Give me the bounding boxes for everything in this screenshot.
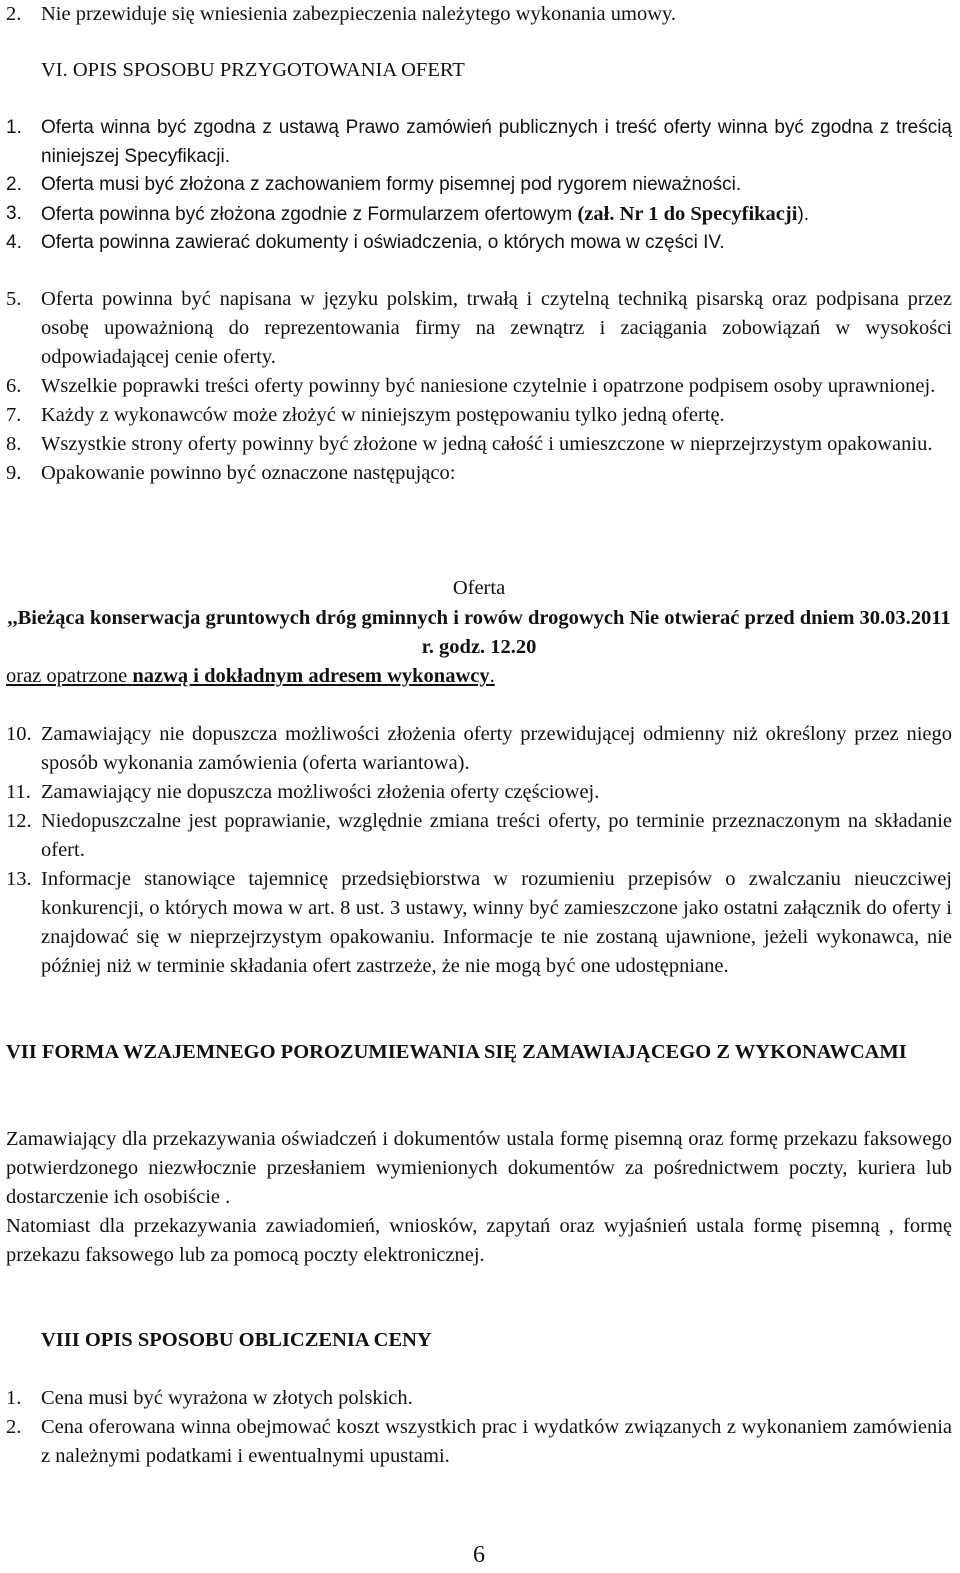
page-number [6,1541,952,1570]
label-title: ,,Bieżąca konserwacja gruntowych dróg gminnych i rowów drogowych Nie otwierać przed dniem 30.03.2011 r. godz. 12.20 [7,607,951,658]
list-number: 5. [6,288,22,310]
section-viii-list [6,1384,952,1471]
label-oferta: Oferta [452,577,506,599]
list-number: 8. [6,433,22,455]
section-title: VII FORMA WZAJEMNEGO POROZUMIEWANIA SIĘ ZAMAWIAJĄCEGO Z WYKONAWCAMI [6,1041,907,1063]
list-item [6,0,952,29]
list-item [6,114,952,171]
list-text: Niedopuszczalne jest poprawianie, względnie zmiana treści oferty, po terminie przeznaczonym na składanie ofert. [41,810,952,861]
list-number: 13. [6,868,32,890]
list-item [6,430,952,459]
list-number: 9. [6,462,22,484]
list-text: Informacje stanowiące tajemnicę przedsiębiorstwa w rozumieniu przepisów o zwalczaniu nieuczciwej konkurencji, o których mowa w art. 8 ust. 3 ustawy, winny być zamieszczone jako ostatni załącznik do oferty i znajdować się w nieprzejrzystym opakowaniu. Informacje te nie zostaną ujawnione, jeżeli wykonawca, nie później niż w terminie składania ofert zastrzeże, że nie mogą być one udostępniane. [41,868,952,977]
package-label [6,574,952,603]
list-item [6,372,952,401]
list-number: 10. [6,723,32,745]
list-number: 7. [6,404,22,426]
list-number: 11. [6,781,31,803]
package-note [6,662,952,691]
list-text: Zamawiający nie dopuszcza możliwości złożenia oferty przewidującej odmienny niż określony przez niego sposób wykonania zamówienia (oferta wariantowa). [41,723,952,774]
list-text: Oferta winna być zgodna z ustawą Prawo zamówień publicznych i treść oferty winna być zgodna z treścią niniejszej Specyfikacji. [41,117,952,167]
list-text: Zamawiający nie dopuszcza możliwości złożenia oferty częściowej. [41,781,600,803]
list-text: Wszelkie poprawki treści oferty powinny być naniesione czytelnie i opatrzone podpisem osoby uprawnionej. [41,375,936,397]
list-item [6,285,952,372]
package-title-block [6,604,952,662]
list-item [6,1384,952,1413]
section-vi-list-b [6,285,952,488]
list-text: Nie przewiduje się wniesienia zabezpieczenia należytego wykonania umowy. [41,3,677,25]
section-title: VIII OPIS SPOSOBU OBLICZENIA CENY [41,1329,432,1351]
section-vi-list-a [6,114,952,258]
section-viii-title [41,1326,960,1355]
list-number: 1. [6,1387,22,1409]
list-number: 2. [6,1416,22,1438]
list-item [6,720,952,778]
section-vii-body [6,1125,952,1270]
list-number: 12. [6,810,32,832]
label-line-a: oraz opatrzone [6,665,133,687]
list-text: Każdy z wykonawców może złożyć w niniejszym postępowaniu tylko jedną ofertę. [41,404,725,426]
paragraph: Natomiast dla przekazywania zawiadomień, wniosków, zapytań oraz wyjaśnień ustala formę pisemną , formę przekazu faksowego lub za pomocą poczty elektronicznej. [6,1215,952,1266]
list-top [6,0,952,29]
list-item [6,459,952,488]
list-number: 2. [6,174,22,195]
list-item [6,171,952,200]
list-text: Oferta powinna być napisana w języku polskim, trwałą i czytelną techniką pisarską oraz podpisana przez osobę upoważnioną do reprezentowania firmy na zewnątrz i zaciągania zobowiązań w wysokości odpowiadającej cenie oferty. [41,288,952,368]
section-title: VI. OPIS SPOSOBU PRZYGOTOWANIA OFERT [41,59,465,81]
page-number-text: 6 [473,1542,485,1568]
list-number: 4. [6,232,22,253]
list-item [6,778,952,807]
list-number: 1. [6,117,22,138]
list-number: 6. [6,375,22,397]
paragraph: Zamawiający dla przekazywania oświadczeń i dokumentów ustala formę pisemną oraz formę przekazu faksowego potwierdzonego niezwłocznie przesłaniem wymienionych dokumentów za pośrednictwem poczty, kuriera lub dostarczenie ich osobiście . [6,1128,952,1208]
list-text-bold: (zał. Nr 1 do Specyfikacji [577,202,798,225]
list-text: Oferta musi być złożona z zachowaniem formy pisemnej pod rygorem nieważności. [41,174,742,195]
section-vi-title [41,56,960,85]
list-item [6,200,952,230]
list-text: Oferta powinna zawierać dokumenty i oświadczenia, o których mowa w części IV. [41,232,725,253]
list-text: Opakowanie powinno być oznaczone następująco: [41,462,456,484]
label-line-b: nazwą i dokładnym adresem wykonawcy [132,665,490,687]
list-item [6,807,952,865]
list-item [6,401,952,430]
list-text-tail: ). [797,203,810,225]
section-vii-title [6,1038,952,1067]
list-text: Cena musi być wyrażona w złotych polskich. [41,1387,413,1409]
list-item [6,1413,952,1471]
list-text: Oferta powinna być złożona zgodnie z Formularzem ofertowym [41,203,578,225]
list-item [6,865,952,981]
list-item [6,229,952,258]
label-line-c: . [489,665,495,687]
list-number: 2. [6,3,22,25]
list-number: 3. [6,202,22,224]
list-text: Cena oferowana winna obejmować koszt wszystkich prac i wydatków związanych z wykonaniem zamówienia z należnymi podatkami i ewentualnymi upustami. [41,1416,952,1467]
list-text: Wszystkie strony oferty powinny być złożone w jedną całość i umieszczone w nieprzejrzystym opakowaniu. [41,433,933,455]
section-vi-list-c [6,720,952,981]
